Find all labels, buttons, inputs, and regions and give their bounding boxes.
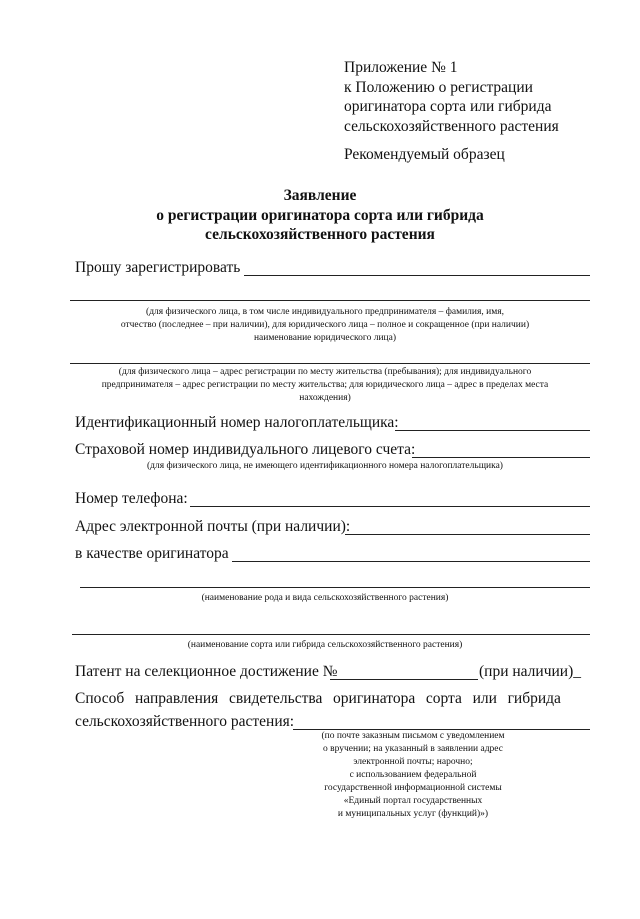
note-line: (для физического лица, не имеющего идентификационного номера налогоплательщика): [147, 461, 503, 471]
note-line: нахождения): [299, 393, 351, 403]
appendix-line: Приложение № 1: [344, 59, 458, 76]
applicant-name-note: [60, 306, 590, 345]
genus-note: [60, 592, 590, 605]
inn-label: Идентификационный номер налогоплательщика:: [75, 414, 399, 431]
appendix-line: оригинатора сорта или гибрида: [344, 98, 552, 115]
email-field-line[interactable]: [345, 534, 590, 535]
title-line: о регистрации оригинатора сорта или гибрида: [156, 206, 484, 224]
title-line: сельскохозяйственного растения: [205, 226, 435, 243]
method-note: [300, 730, 526, 821]
register-label: Прошу зарегистрировать: [75, 259, 241, 276]
snils-note: [60, 460, 590, 473]
document-title: [0, 186, 640, 245]
note-line: о вручении; на указанный в заявлении адрес: [323, 744, 503, 754]
address-line[interactable]: [70, 363, 590, 364]
address-note: [60, 366, 590, 405]
note-line: отчество (последнее – при наличии), для юридического лица – полное и сокращенное (при наличии): [120, 320, 530, 330]
phone-label: Номер телефона:: [75, 490, 188, 507]
title-line: Заявление: [283, 187, 357, 204]
originator-label: в качестве оригинатора: [75, 545, 229, 562]
note-line: (для физического лица, в том числе индивидуального предпринимателя – фамилия, имя,: [146, 307, 504, 317]
method-word: Способ: [75, 690, 125, 707]
note-line: и муниципальных услуг (функций)»): [337, 809, 489, 819]
phone-field-line[interactable]: [190, 506, 590, 507]
appendix-line: к Положению о регистрации: [344, 78, 533, 96]
variety-line[interactable]: [72, 634, 590, 635]
patent-suffix: (при наличии)_: [479, 663, 582, 680]
snils-field-line[interactable]: [412, 457, 590, 458]
note-line: с использованием федеральной: [349, 770, 477, 780]
snils-label: Страховой номер индивидуального лицевого счета:: [75, 441, 416, 458]
inn-field-line[interactable]: [395, 430, 590, 431]
recommended-sample: Рекомендуемый образец: [344, 146, 505, 163]
applicant-name-line[interactable]: [70, 300, 590, 301]
genus-line[interactable]: [80, 587, 590, 588]
note-line: «Единый портал государственных: [343, 796, 483, 806]
note-line: государственной информационной системы: [324, 783, 502, 793]
email-label: Адрес электронной почты (при наличии):: [75, 518, 351, 535]
note-line: наименование юридического лица): [253, 333, 397, 343]
method-word: свидетельства: [228, 690, 323, 707]
appendix-header: [344, 58, 559, 136]
method-label-row: [75, 690, 561, 708]
method-word: гибрида: [507, 690, 561, 707]
variety-note: [60, 639, 590, 652]
note-line: (для физического лица – адрес регистрации по месту жительства (пребывания); для индивидуального: [118, 367, 532, 377]
appendix-line: сельскохозяйственного растения: [344, 117, 559, 135]
patent-label: Патент на селекционное достижение №: [75, 663, 338, 680]
patent-number-line[interactable]: [330, 679, 478, 680]
method-word: или: [472, 690, 497, 707]
register-field-line[interactable]: [244, 275, 590, 276]
note-line: (по почте заказным письмом с уведомлением: [321, 731, 505, 741]
method-word: сорта: [425, 690, 462, 707]
note-line: предпринимателя – адрес регистрации по месту жительства; для юридического лица – адрес в пределах места: [101, 380, 549, 390]
note-line: электронной почты; нарочно;: [353, 757, 473, 767]
method-label-second-line: сельскохозяйственного растения:: [75, 713, 295, 730]
note-line: (наименование сорта или гибрида сельскохозяйственного растения): [187, 640, 463, 650]
note-line: (наименование рода и вида сельскохозяйственного растения): [201, 593, 449, 603]
originator-field-line[interactable]: [232, 561, 590, 562]
method-word: оригинатора: [333, 690, 416, 707]
method-word: направления: [134, 690, 219, 707]
